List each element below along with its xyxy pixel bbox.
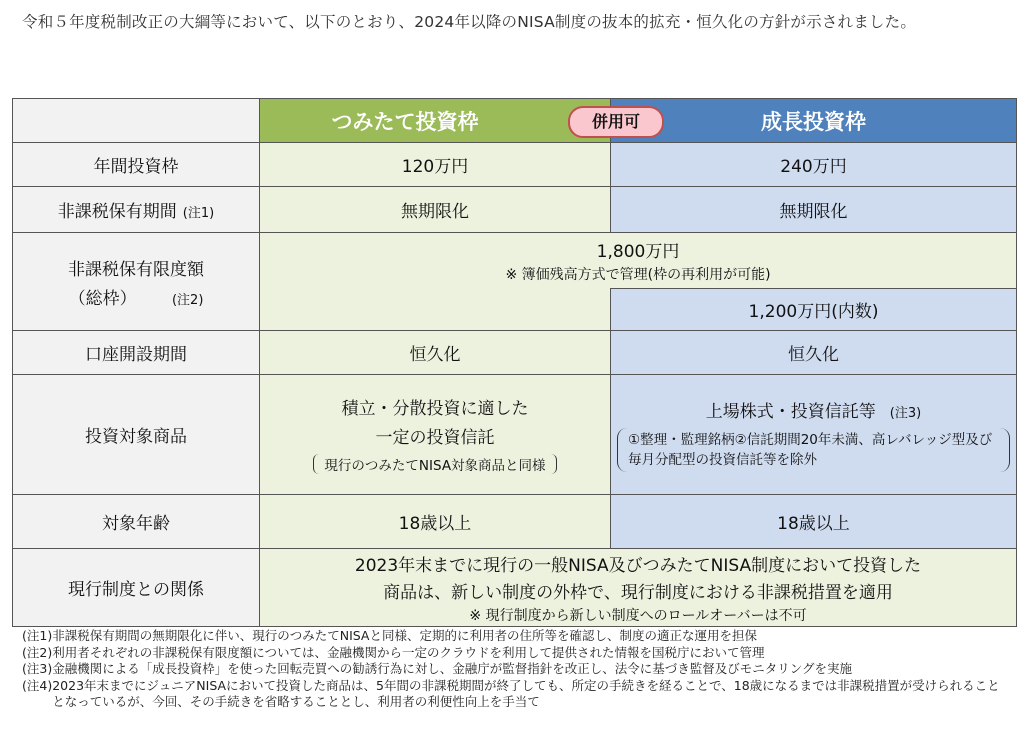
header-row <box>13 99 1017 143</box>
seicho-products-detail: ①整理・監理銘柄②信託期間20年未満、高レバレッジ型及び毎月分配型の投資信託等を除外 <box>617 428 1010 472</box>
seicho-products-line1: 上場株式・投資信託等 <box>705 402 876 422</box>
seicho-annual-limit: 240万円 <box>611 143 1017 187</box>
footnote-item <box>22 661 1012 678</box>
tsumitate-products <box>260 375 611 495</box>
row-age <box>13 495 1017 549</box>
footnote-text: 利用者それぞれの非課税保有限度額については、金融機関から一定のクラウドを利用して提供された情報を国税庁において管理 <box>52 644 765 660</box>
seicho-products-note-tag: (注3) <box>889 406 922 421</box>
tsumitate-holding-period: 無期限化 <box>260 187 611 233</box>
label-holding-period <box>13 187 260 233</box>
tsumitate-products-line2: 一定の投資信託 <box>375 428 495 448</box>
row-relation <box>13 549 1017 627</box>
tsumitate-products-note: 現行のつみたてNISA対象商品と同様 <box>313 454 556 474</box>
header-tsumitate <box>260 99 611 143</box>
tsumitate-annual-limit: 120万円 <box>260 143 611 187</box>
seicho-age: 18歳以上 <box>611 495 1017 549</box>
combinable-badge: 併用可 <box>568 106 664 138</box>
label-account-period: 口座開設期間 <box>13 331 260 375</box>
tsumitate-account-period: 恒久化 <box>260 331 611 375</box>
footnote-text: 2023年末までにジュニアNISAにおいて投資した商品は、5年間の非課税期間が終了しても、所定の手続きを経ることで、18歳になるまでは非課税措置が受けられることとなっているが、今回、その手続きを省略することとし、利用者の利便性向上を手当て <box>52 677 1000 709</box>
footnotes <box>22 628 1012 711</box>
seicho-max-holding: 1,200万円(内数) <box>611 289 1017 331</box>
footnote-text: 非課税保有期間の無期限化に伴い、現行のつみたてNISAと同様、定期的に利用者の住所等を確認し、制度の適正な運用を担保 <box>52 628 757 643</box>
seicho-account-period: 恒久化 <box>611 331 1017 375</box>
shared-max-holding-line2: ※ 簿価残高方式で管理(枠の再利用が可能) <box>505 267 771 283</box>
shared-max-holding-line1: 1,800万円 <box>596 242 680 262</box>
footnote-tag: (注3) <box>22 661 53 676</box>
label-max-holding-line2: （総枠） <box>68 288 137 309</box>
header-tsumitate-label: つみたて投資枠 <box>331 109 479 134</box>
label-max-holding-note: (注2) <box>171 292 204 308</box>
label-relation: 現行制度との関係 <box>13 549 260 627</box>
label-holding-period-note: (注1) <box>182 206 215 221</box>
header-seicho <box>611 99 1017 143</box>
seicho-products <box>611 375 1017 495</box>
shared-max-holding <box>260 233 1017 289</box>
row-products <box>13 375 1017 495</box>
footnote-tag: (注1) <box>22 628 53 643</box>
label-age: 対象年齢 <box>13 495 260 549</box>
shared-relation-line1: 2023年末までに現行の一般NISA及びつみたてNISA制度において投資した <box>354 555 922 576</box>
footnote-item <box>22 678 1012 711</box>
label-holding-period-text: 非課税保有期間 <box>57 202 177 222</box>
row-holding-period <box>13 187 1017 233</box>
label-max-holding <box>13 233 260 331</box>
footnote-item <box>22 645 1012 662</box>
label-max-holding-line2-wrap <box>13 284 259 309</box>
row-annual-limit <box>13 143 1017 187</box>
tsumitate-max-holding-blank <box>260 289 611 331</box>
row-account-period <box>13 331 1017 375</box>
intro-text: 令和５年度税制改正の大綱等において、以下のとおり、2024年以降のNISA制度の抜本的拡充・恒久化の方針が示されました。 <box>22 13 917 31</box>
label-products: 投資対象商品 <box>13 375 260 495</box>
nisa-comparison-table <box>12 98 1017 627</box>
shared-relation <box>260 549 1017 627</box>
footnote-item <box>22 628 1012 645</box>
shared-relation-line3: ※ 現行制度から新しい制度へのロールオーバーは不可 <box>469 607 807 624</box>
tsumitate-age: 18歳以上 <box>260 495 611 549</box>
seicho-holding-period: 無期限化 <box>611 187 1017 233</box>
seicho-products-line1-wrap <box>611 397 1016 422</box>
row-max-holding-top <box>13 233 1017 289</box>
footnote-tag: (注2) <box>22 644 53 660</box>
tsumitate-products-line1: 積立・分散投資に適した <box>341 399 529 419</box>
footnote-tag: (注4) <box>22 677 53 693</box>
footnote-text: 金融機関による「成長投資枠」を使った回転売買への勧誘行為に対し、金融庁が監督指針を改正し、法令に基づき監督及びモニタリングを実施 <box>52 661 852 676</box>
header-seicho-label: 成長投資枠 <box>761 109 866 134</box>
label-max-holding-line1: 非課税保有限度額 <box>68 259 204 280</box>
header-corner-cell <box>13 99 260 143</box>
shared-relation-line2: 商品は、新しい制度の外枠で、現行制度における非課税措置を適用 <box>383 582 893 603</box>
label-annual-limit: 年間投資枠 <box>13 143 260 187</box>
